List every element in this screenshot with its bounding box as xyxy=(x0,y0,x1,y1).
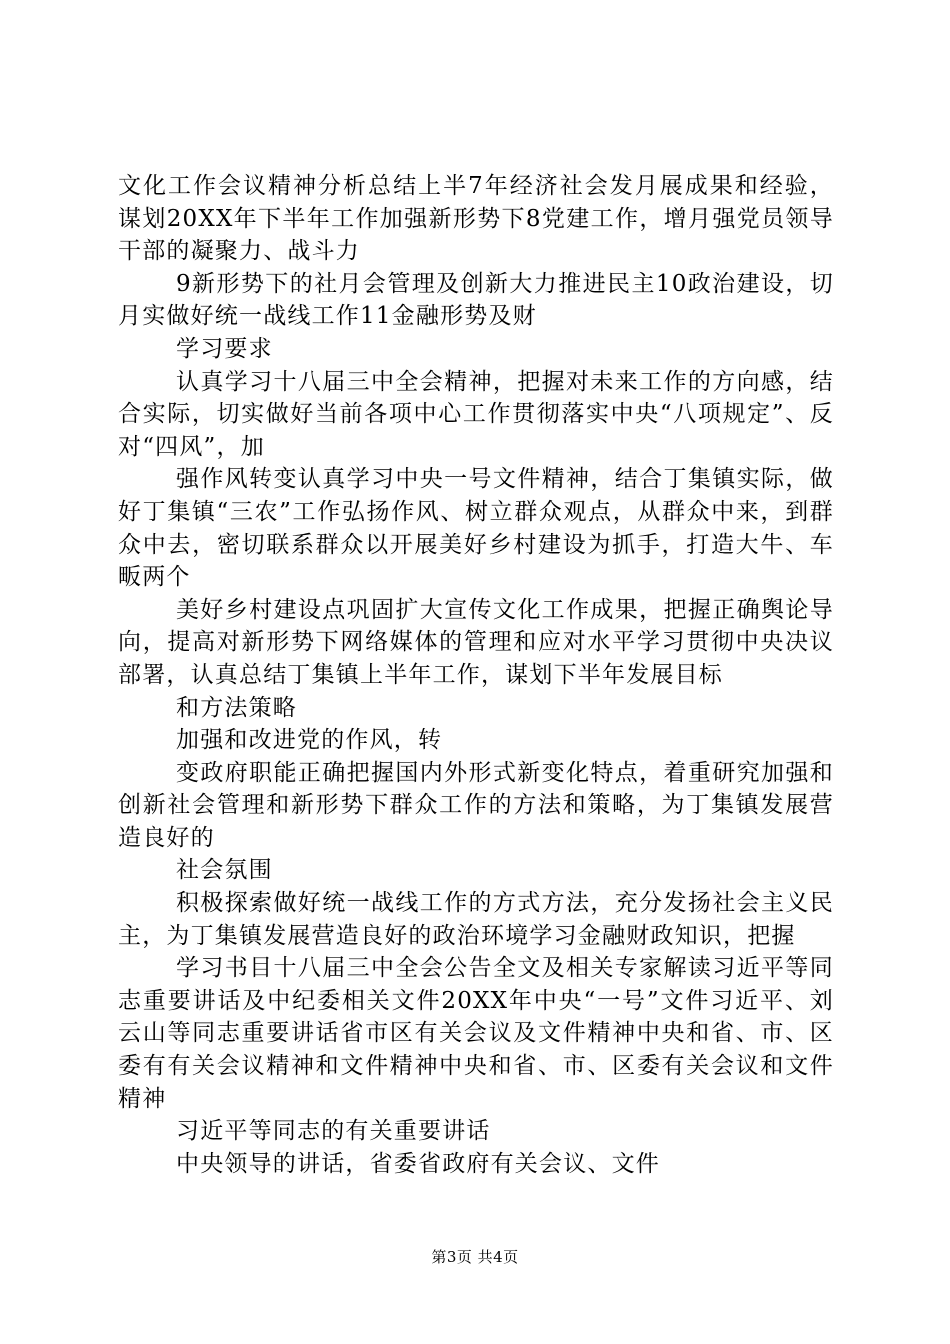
paragraph-4: 认真学习十八届三中全会精神，把握对未来工作的方向感，结合实际，切实做好当前各项中心工作贯彻落实中央“八项规定”、反对“四风”，加 xyxy=(118,368,834,460)
paragraph-9: 变政府职能正确把握国内外形式新变化特点，着重研究加强和创新社会管理和新形势下群众工作的方法和策略，为丁集镇发展营造良好的 xyxy=(118,759,834,851)
paragraph-3: 学习要求 xyxy=(176,335,273,362)
paragraph-6: 美好乡村建设点巩固扩大宣传文化工作成果，把握正确舆论导向，提高对新形势下网络媒体的管理和应对水平学习贯彻中央决议部署，认真总结丁集镇上半年工作，谋划下半年发展目标 xyxy=(118,596,834,688)
paragraph-13: 习近平等同志的有关重要讲话 xyxy=(176,1118,491,1145)
paragraph-10: 社会氛围 xyxy=(176,857,273,884)
paragraph-2: 9新形势下的社月会管理及创新大力推进民主10政治建设，切月实做好统一战线工作11金融形势及财 xyxy=(118,270,834,330)
paragraph-7: 和方法策略 xyxy=(176,694,297,721)
document-body xyxy=(118,170,834,1180)
page-number-footer: 第3页 共4页 xyxy=(431,1248,519,1266)
paragraph-11: 积极探索做好统一战线工作的方式方法，充分发扬社会主义民主，为丁集镇发展营造良好的政治环境学习金融财政知识，把握 xyxy=(118,890,834,949)
paragraph-1: 文化工作会议精神分析总结上半7年经济社会发月展成果和经验，谋划20XX年下半年工作加强新形势下8党建工作，增月强党员领导干部的凝聚力、战斗力 xyxy=(118,173,834,265)
paragraph-12: 学习书目十八届三中全会公告全文及相关专家解读习近平等同志重要讲话及中纪委相关文件20XX年中央“一号”文件习近平、刘云山等同志重要讲话省市区有关会议及文件精神中央和省、市、区委有有关会议精神和文件精神中央和省、市、区委有关会议和文件精神 xyxy=(118,955,834,1112)
paragraph-8: 加强和改进党的作风，转 xyxy=(176,727,443,754)
paragraph-5: 强作风转变认真学习中央一号文件精神，结合丁集镇实际，做好丁集镇“三农”工作弘扬作风、树立群众观点，从群众中来，到群众中去，密切联系群众以开展美好乡村建设为抓手，打造大牛、车畈两个 xyxy=(118,466,834,591)
paragraph-14: 中央领导的讲话，省委省政府有关会议、文件 xyxy=(176,1150,660,1177)
